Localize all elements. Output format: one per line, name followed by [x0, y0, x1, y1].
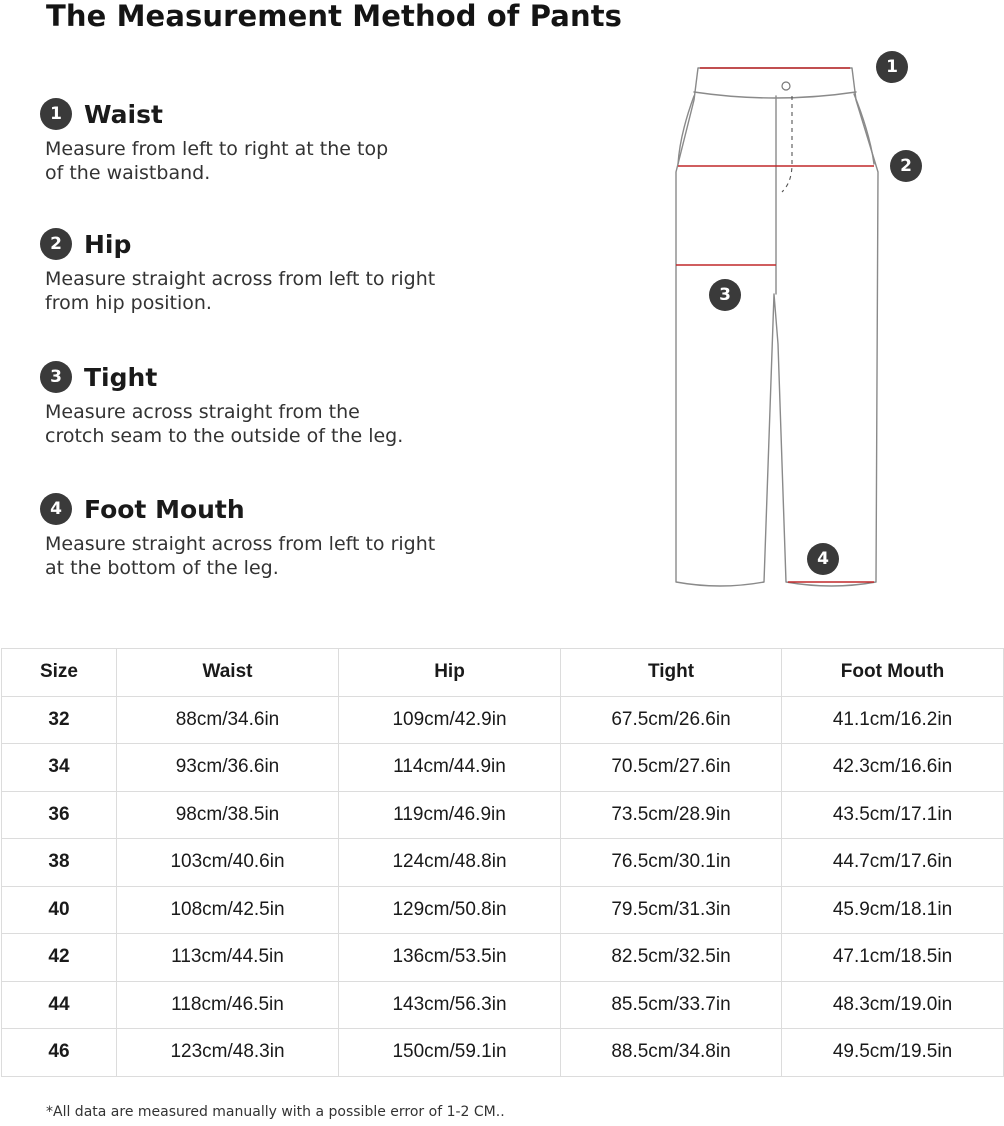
step-description: Measure straight across from left to right at the bottom of the leg. — [45, 533, 436, 579]
waist-cell: 93cm/36.6in — [117, 744, 339, 792]
step-number-badge: 3 — [40, 361, 72, 393]
size-cell: 38 — [2, 839, 117, 887]
pants-diagram — [660, 44, 940, 604]
waist-cell: 118cm/46.5in — [117, 981, 339, 1029]
foot-mouth-cell: 45.9cm/18.1in — [782, 886, 1004, 934]
size-cell: 40 — [2, 886, 117, 934]
step-description: Measure from left to right at the top of the waistband. — [45, 138, 389, 184]
size-cell: 36 — [2, 791, 117, 839]
step-hip — [40, 227, 510, 315]
table-row — [2, 1029, 1004, 1077]
step-description: Measure straight across from left to right from hip position. — [45, 268, 436, 314]
hip-cell: 109cm/42.9in — [339, 696, 561, 744]
step-waist — [40, 97, 510, 185]
foot-mouth-cell: 48.3cm/19.0in — [782, 981, 1004, 1029]
page-title: The Measurement Method of Pants — [46, 0, 623, 33]
column-header: Hip — [339, 649, 561, 697]
size-cell: 44 — [2, 981, 117, 1029]
table-header-row — [2, 649, 1004, 697]
foot-mouth-cell: 43.5cm/17.1in — [782, 791, 1004, 839]
marker-waist: 1 — [876, 51, 908, 83]
marker-hip: 2 — [890, 150, 922, 182]
footnote: *All data are measured manually with a possible error of 1-2 CM.. — [46, 1104, 505, 1120]
marker-foot-mouth: 4 — [807, 543, 839, 575]
hip-cell: 136cm/53.5in — [339, 934, 561, 982]
step-title: Waist — [84, 99, 163, 129]
table-row — [2, 696, 1004, 744]
step-number-badge: 2 — [40, 228, 72, 260]
column-header: Tight — [561, 649, 782, 697]
foot-mouth-cell: 42.3cm/16.6in — [782, 744, 1004, 792]
step-number-badge: 4 — [40, 493, 72, 525]
hip-cell: 143cm/56.3in — [339, 981, 561, 1029]
table-row — [2, 791, 1004, 839]
tight-cell: 67.5cm/26.6in — [561, 696, 782, 744]
foot-mouth-cell: 41.1cm/16.2in — [782, 696, 1004, 744]
table-row — [2, 744, 1004, 792]
size-cell: 32 — [2, 696, 117, 744]
step-title: Tight — [84, 362, 158, 392]
table-row — [2, 839, 1004, 887]
step-foot-mouth — [40, 492, 510, 580]
step-tight — [40, 360, 510, 448]
table-row — [2, 981, 1004, 1029]
waist-cell: 108cm/42.5in — [117, 886, 339, 934]
tight-cell: 88.5cm/34.8in — [561, 1029, 782, 1077]
tight-cell: 76.5cm/30.1in — [561, 839, 782, 887]
step-number-badge: 1 — [40, 98, 72, 130]
waist-cell: 98cm/38.5in — [117, 791, 339, 839]
table-row — [2, 934, 1004, 982]
tight-cell: 85.5cm/33.7in — [561, 981, 782, 1029]
size-chart-table — [1, 648, 1004, 1077]
tight-cell: 73.5cm/28.9in — [561, 791, 782, 839]
hip-cell: 124cm/48.8in — [339, 839, 561, 887]
waist-cell: 88cm/34.6in — [117, 696, 339, 744]
pants-outline-icon — [660, 44, 940, 604]
size-cell: 46 — [2, 1029, 117, 1077]
tight-cell: 70.5cm/27.6in — [561, 744, 782, 792]
size-cell: 34 — [2, 744, 117, 792]
marker-tight: 3 — [709, 279, 741, 311]
waist-cell: 113cm/44.5in — [117, 934, 339, 982]
table-row — [2, 886, 1004, 934]
size-cell: 42 — [2, 934, 117, 982]
step-title: Foot Mouth — [84, 494, 245, 524]
foot-mouth-cell: 47.1cm/18.5in — [782, 934, 1004, 982]
tight-cell: 82.5cm/32.5in — [561, 934, 782, 982]
waist-cell: 123cm/48.3in — [117, 1029, 339, 1077]
foot-mouth-cell: 44.7cm/17.6in — [782, 839, 1004, 887]
column-header: Size — [2, 649, 117, 697]
foot-mouth-cell: 49.5cm/19.5in — [782, 1029, 1004, 1077]
hip-cell: 114cm/44.9in — [339, 744, 561, 792]
step-title: Hip — [84, 229, 132, 259]
tight-cell: 79.5cm/31.3in — [561, 886, 782, 934]
column-header: Foot Mouth — [782, 649, 1004, 697]
waist-cell: 103cm/40.6in — [117, 839, 339, 887]
step-description: Measure across straight from the crotch seam to the outside of the leg. — [45, 401, 404, 447]
column-header: Waist — [117, 649, 339, 697]
hip-cell: 129cm/50.8in — [339, 886, 561, 934]
hip-cell: 150cm/59.1in — [339, 1029, 561, 1077]
hip-cell: 119cm/46.9in — [339, 791, 561, 839]
